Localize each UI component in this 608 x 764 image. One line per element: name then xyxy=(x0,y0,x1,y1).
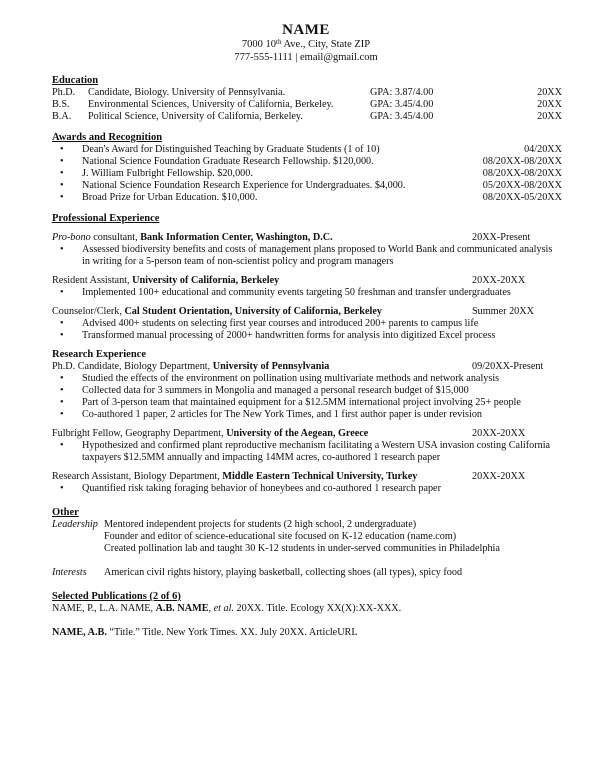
bullet-icon: • xyxy=(60,483,64,494)
degree-text: Environmental Sciences, University of California, Berkeley. xyxy=(88,99,334,110)
job-title xyxy=(52,361,472,373)
education-row xyxy=(52,111,562,123)
degree-text: Political Science, University of California, Berkeley. xyxy=(88,111,303,122)
job-bullet-text: Quantified risk taking foraging behavior of honeybees and co-authored 1 research paper xyxy=(82,483,441,494)
job-header xyxy=(52,361,562,373)
job-bullet xyxy=(52,318,562,330)
job-bullet-text: Hypothesized and confirmed plant reproductive mechanism facilitating a Western USA invasion costing California taxpayers $12.5MM annually and impacting 14MM acres, co-authored 1 research paper xyxy=(82,440,551,463)
job-title xyxy=(52,428,472,440)
job-bullet-text: Transformed manual processing of 2000+ handwritten forms for analysis into digitized Excel process xyxy=(82,330,496,341)
job-bullet xyxy=(52,385,562,397)
job-role: Research Assistant, Biology Department, xyxy=(52,471,223,482)
job-org: Bank Information Center, Washington, D.C. xyxy=(140,232,333,243)
job-org: University of California, Berkeley xyxy=(132,275,280,286)
pub-citation: “Title.” Title. New York Times. XX. July 20XX. ArticleURL xyxy=(106,627,358,638)
degree-year: 20XX xyxy=(537,111,562,122)
job-entry xyxy=(52,232,562,268)
job-bullet-text: Assessed biodiversity benefits and costs of management plans proposed to World Bank and communicated analysis in writing for a 5-person team of non-scientist policy and program managers xyxy=(82,244,553,267)
job-title xyxy=(52,275,472,287)
job-role-italic: Pro-bono xyxy=(52,232,91,243)
job-bullet xyxy=(52,397,562,409)
contact-line: 777-555-1111 | email@gmail.com xyxy=(234,52,378,63)
leadership-item: Founder and editor of science-educational site focused on K-12 education (name.com) xyxy=(104,531,457,542)
awards-section xyxy=(52,132,562,204)
bullet-icon: • xyxy=(60,144,64,155)
job-bullet xyxy=(52,483,562,495)
bullet-icon: • xyxy=(60,168,64,179)
job-role: consultant, xyxy=(90,232,141,243)
job-entry xyxy=(52,306,562,342)
research-title: Research Experience xyxy=(52,349,146,360)
job-date: 09/20XX-Present xyxy=(472,361,544,372)
job-org: Cal Student Orientation, University of California, Berkeley xyxy=(124,306,382,317)
job-org: University of the Aegean, Greece xyxy=(226,428,369,439)
award-text: National Science Foundation Graduate Research Fellowship. $120,000. xyxy=(82,156,374,167)
job-date: 20XX-Present xyxy=(472,232,531,243)
bullet-icon: • xyxy=(60,409,64,420)
bullet-icon: • xyxy=(60,373,64,384)
address-suffix: th xyxy=(276,38,282,46)
award-text: Dean's Award for Distinguished Teaching by Graduate Students (1 of 10) xyxy=(82,144,380,155)
resume-header xyxy=(52,22,560,64)
pub-etal: et al. xyxy=(213,603,234,614)
bullet-icon: • xyxy=(60,192,64,203)
job-bullet xyxy=(52,440,562,464)
job-entry xyxy=(52,361,562,421)
interests-row xyxy=(52,567,562,579)
job-bullet xyxy=(52,287,562,299)
job-bullet-text: Part of 3-person team that maintained equipment for a $12.5MM international project involving 25+ people xyxy=(82,397,521,408)
job-bullet xyxy=(52,373,562,385)
pub-authors: NAME, P., L.A. NAME, xyxy=(52,603,156,614)
job-role: Ph.D. Candidate, Biology Department, xyxy=(52,361,213,372)
research-section xyxy=(52,349,562,495)
pub-citation: 20XX. Title. Ecology XX(X):XX-XXX. xyxy=(233,603,402,614)
other-title: Other xyxy=(52,507,79,518)
leadership-lines xyxy=(104,519,562,555)
job-entry xyxy=(52,471,562,495)
publication-item xyxy=(52,627,562,639)
degree-year: 20XX xyxy=(537,87,562,98)
professional-title: Professional Experience xyxy=(52,213,160,224)
publications-title: Selected Publications (2 of 6) xyxy=(52,591,181,602)
award-date: 08/20XX-08/20XX xyxy=(482,168,562,179)
job-bullet xyxy=(52,244,562,268)
education-row xyxy=(52,87,562,99)
education-section xyxy=(52,75,562,123)
awards-title: Awards and Recognition xyxy=(52,132,163,143)
job-entry xyxy=(52,275,562,299)
award-date: 04/20XX xyxy=(524,144,562,155)
pub-sep: , xyxy=(208,603,214,614)
bullet-icon: • xyxy=(60,440,64,451)
award-item xyxy=(52,192,562,204)
job-title xyxy=(52,232,472,244)
job-header xyxy=(52,471,562,483)
gpa: GPA: 3.45/4.00 xyxy=(370,111,434,122)
job-header xyxy=(52,232,562,244)
job-bullet-text: Co-authored 1 paper, 2 articles for The New York Times, and 1 first author paper is under revision xyxy=(82,409,483,420)
degree-year: 20XX xyxy=(537,99,562,110)
publications-section xyxy=(52,591,562,639)
leadership-item: Created pollination lab and taught 30 K-12 students in under-served communities in Philadelphia xyxy=(104,543,500,554)
degree: Ph.D. xyxy=(52,87,76,98)
education-title: Education xyxy=(52,75,99,86)
pub-author-highlight: A.B. NAME xyxy=(155,603,209,614)
job-date: Summer 20XX xyxy=(472,306,534,317)
leadership-item: Mentored independent projects for students (2 high school, 2 undergraduate) xyxy=(104,519,417,530)
job-header xyxy=(52,428,562,440)
job-org: University of Pennsylvania xyxy=(212,361,330,372)
job-role: Counselor/Clerk, xyxy=(52,306,125,317)
job-role: Resident Assistant, xyxy=(52,275,133,286)
address-number: 7000 10 xyxy=(241,39,276,50)
bullet-icon: • xyxy=(60,287,64,298)
award-text: National Science Foundation Research Experience for Undergraduates. $4,000. xyxy=(82,180,406,191)
education-row xyxy=(52,99,562,111)
job-date: 20XX-20XX xyxy=(472,428,526,439)
interests-text: American civil rights history, playing basketball, collecting shoes (all types), spicy food xyxy=(104,567,463,578)
job-date: 20XX-20XX xyxy=(472,275,526,286)
job-bullet xyxy=(52,330,562,342)
bullet-icon: • xyxy=(60,385,64,396)
degree: B.A. xyxy=(52,111,72,122)
job-bullet-text: Studied the effects of the environment on pollination using multivariate methods and network analysis xyxy=(82,373,500,384)
job-org: Middle Eastern Technical University, Turkey xyxy=(222,471,418,482)
job-entry xyxy=(52,428,562,464)
job-date: 20XX-20XX xyxy=(472,471,526,482)
award-text: Broad Prize for Urban Education. $10,000. xyxy=(82,192,258,203)
job-bullet-text: Implemented 100+ educational and community events targeting 50 freshman and transfer undergraduates xyxy=(82,287,511,298)
other-section xyxy=(52,507,562,579)
award-date: 08/20XX-08/20XX xyxy=(482,156,562,167)
job-title xyxy=(52,471,472,483)
award-item xyxy=(52,180,562,192)
award-item xyxy=(52,144,562,156)
award-item xyxy=(52,168,562,180)
address-rest: Ave., City, State ZIP xyxy=(281,39,371,50)
bullet-icon: • xyxy=(60,330,64,341)
bullet-icon: • xyxy=(60,318,64,329)
bullet-icon: • xyxy=(60,180,64,191)
award-item xyxy=(52,156,562,168)
gpa: GPA: 3.87/4.00 xyxy=(370,87,434,98)
award-text: J. William Fulbright Fellowship. $20,000. xyxy=(82,168,253,179)
job-bullet-text: Collected data for 3 summers in Mongolia and managed a personal research budget of $15,000 xyxy=(82,385,469,396)
publication-item xyxy=(52,603,562,615)
job-bullet-text: Advised 400+ students on selecting first year courses and introduced 200+ parents to campus life xyxy=(82,318,479,329)
degree: B.S. xyxy=(52,99,70,110)
pub-author-highlight: NAME, A.B. xyxy=(52,627,107,638)
job-header xyxy=(52,306,562,318)
job-header xyxy=(52,275,562,287)
leadership-row xyxy=(52,519,562,555)
candidate-name: NAME xyxy=(282,22,330,38)
degree-text: Candidate, Biology. University of Pennsylvania. xyxy=(88,87,286,98)
bullet-icon: • xyxy=(60,397,64,408)
address-line xyxy=(52,38,560,51)
award-date: 05/20XX-08/20XX xyxy=(482,180,562,191)
bullet-icon: • xyxy=(60,156,64,167)
job-role: Fulbright Fellow, Geography Department, xyxy=(52,428,227,439)
professional-section xyxy=(52,213,562,342)
award-date: 08/20XX-05/20XX xyxy=(482,192,562,203)
job-title xyxy=(52,306,472,318)
job-bullet xyxy=(52,409,562,421)
bullet-icon: • xyxy=(60,244,64,255)
leadership-label: Leadership xyxy=(52,519,98,530)
interests-label: Interests xyxy=(52,567,87,578)
gpa: GPA: 3.45/4.00 xyxy=(370,99,434,110)
